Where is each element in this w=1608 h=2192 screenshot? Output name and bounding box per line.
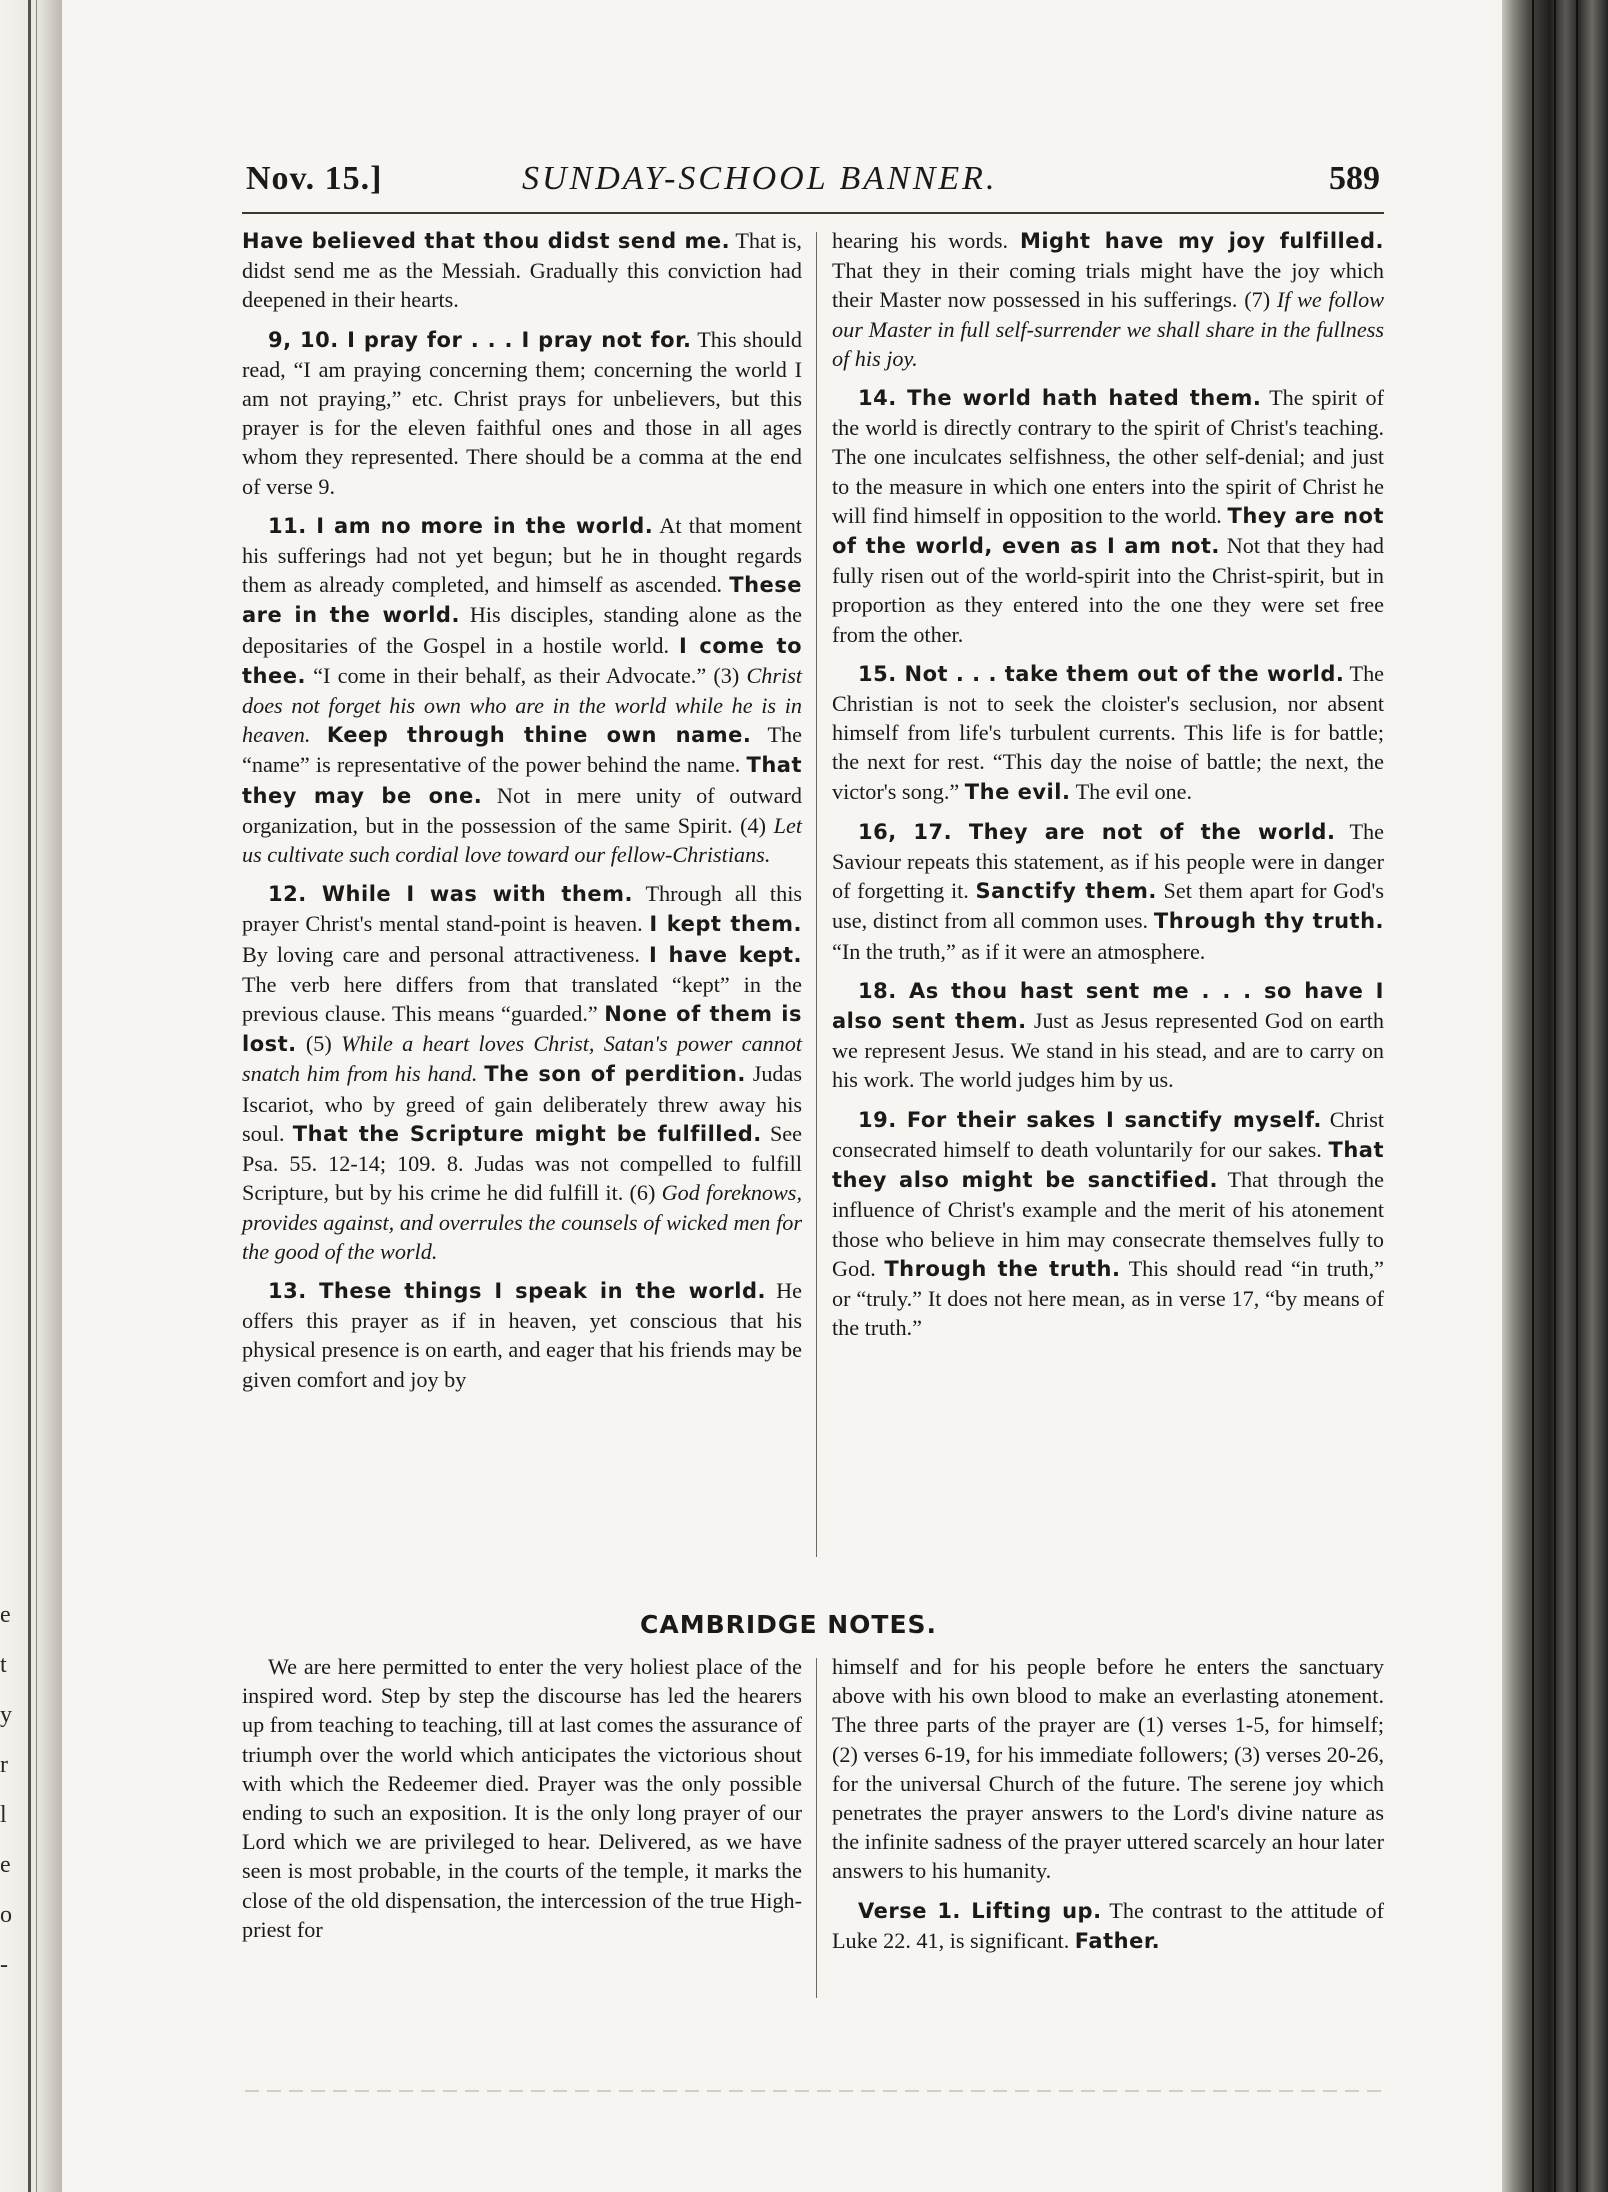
paragraph xyxy=(832,659,1384,807)
right-column xyxy=(832,226,1384,1342)
bold-phrase: I come to thee. xyxy=(242,633,802,688)
column-divider xyxy=(816,1658,817,1998)
body-text: See Psa. 55. 12-14; 109. 8. Judas was not compelled to fulfill Scripture, but by his crime he did fulfill it. (6) xyxy=(242,1120,803,1206)
body-text: That they in their coming trials might have the joy which their Master now possessed in his sufferings. (7) xyxy=(832,258,1384,313)
margin-mark: r xyxy=(0,1752,8,1778)
bold-phrase: That they may be one. xyxy=(242,753,803,808)
paragraph xyxy=(832,1105,1384,1343)
body-text: Christ consecrated himself to death voluntarily for our sakes. xyxy=(832,1106,1384,1162)
paragraph xyxy=(832,817,1384,966)
bold-phrase: None of them is lost. xyxy=(242,1002,803,1057)
bottom-edge-mark xyxy=(245,2090,1385,2092)
header-date: Nov. 15.] xyxy=(246,160,383,197)
bold-phrase: 16, 17. They are not of the world. xyxy=(858,819,1336,844)
binding-left-edge xyxy=(0,0,62,2192)
bold-phrase: Through thy truth. xyxy=(1153,909,1384,934)
body-text: Not that they had fully risen out of the world-spirit into the Christ-spirit, but in proportion as they entered into the one they were set free from the other. xyxy=(832,533,1384,647)
paragraph xyxy=(242,226,802,315)
body-text: At that moment his sufferings had not yet begun; but he in thought regards them as already completed, and himself as ascended. xyxy=(242,512,802,598)
section-heading: CAMBRIDGE NOTES. xyxy=(640,1610,938,1639)
body-text: The Christian is not to seek the cloister's seclusion, nor absent himself from life's turbulent currents. This life is for battle; the next for rest. “This day the noise of battle; the next, the victor's song.” xyxy=(832,660,1385,804)
bold-phrase: Sanctify them. xyxy=(975,879,1157,904)
bold-phrase: 12. While I was with them. xyxy=(268,882,633,907)
body-text: Through all this prayer Christ's mental stand-point is heaven. xyxy=(242,881,802,937)
margin-mark: - xyxy=(0,1952,8,1978)
bold-phrase: I have kept. xyxy=(648,942,802,967)
binding-line xyxy=(1532,0,1534,2192)
bold-phrase: I kept them. xyxy=(649,912,803,937)
bold-phrase: 18. As thou hast sent me . . . so have I also sent them. xyxy=(832,978,1384,1034)
header-rule xyxy=(242,212,1384,214)
bold-phrase: They are not of the world, even as I am not. xyxy=(832,503,1384,559)
header-title: SUNDAY-SCHOOL BANNER. xyxy=(522,160,998,197)
paragraph xyxy=(832,226,1384,373)
italic-lesson: God foreknows, provides against, and overrules the counsels of wicked men for the good of the world. xyxy=(242,1180,802,1264)
italic-lesson: While a heart loves Christ, Satan's power cannot snatch him from his hand. xyxy=(242,1031,802,1087)
cambridge-left-column xyxy=(242,1652,802,1944)
running-header xyxy=(242,156,1384,206)
body-text: His disciples, standing alone as the depositaries of the Gospel in a hostile world. xyxy=(242,602,803,658)
body-text: “In the truth,” as if it were an atmosphere. xyxy=(832,938,1206,964)
page-number: 589 xyxy=(1329,160,1380,197)
bold-phrase: That they also might be sanctified. xyxy=(832,1137,1385,1193)
binding-line xyxy=(1554,0,1556,2192)
margin-mark: y xyxy=(0,1702,12,1728)
bold-phrase: Father. xyxy=(1074,1928,1161,1953)
bold-phrase: The son of perdition. xyxy=(484,1062,746,1087)
margin-mark: t xyxy=(0,1652,7,1678)
paragraph xyxy=(242,325,802,501)
italic-lesson: Christ does not forget his own who are in the world while he is in heaven. xyxy=(242,662,802,748)
body-text: This should read “in truth,” or “truly.” It does not here mean, as in verse 17, “by means of the truth.” xyxy=(832,1255,1385,1341)
body-text: The contrast to the attitude of Luke 22. 41, is significant. xyxy=(832,1897,1384,1953)
italic-lesson: If we follow our Master in full self-surrender we shall share in the fullness of his joy. xyxy=(832,287,1384,371)
body-text: “I come in their behalf, as their Advocate.” (3) xyxy=(313,662,740,688)
body-text: The verb here differs from that translated “kept” in the previous clause. This means “guarded.” xyxy=(242,971,802,1027)
body-text: The Saviour repeats this statement, as if his people were in danger of forgetting it. xyxy=(832,818,1384,904)
bold-phrase: 15. Not . . . take them out of the world. xyxy=(858,661,1345,686)
bold-phrase: 14. The world hath hated them. xyxy=(858,386,1262,411)
margin-mark: l xyxy=(0,1802,7,1828)
binding-line xyxy=(28,0,31,2192)
body-text: That through the influence of Christ's example and the merit of his atonement those who believe in him may consecrate themselves fully to God. xyxy=(832,1167,1384,1281)
binding-right-edge xyxy=(1502,0,1608,2192)
body-text: The “name” is representative of the power behind the name. xyxy=(242,722,802,778)
paragraph xyxy=(242,879,802,1266)
body-text: The evil one. xyxy=(1075,778,1193,804)
paragraph: himself and for his people before he enters the sanctuary above with his own blood to make an everlasting atonement. The three parts of the prayer are (1) verses 1-5, for himself; (2) verses 6-19, for his immediate followers; (3) verses 20-26, for the universal Church of the future. The serene joy which penetrates the prayer answers to the Lord's divine nature as the infinite sadness of the prayer uttered scarcely an hour later answers to his humanity. xyxy=(832,1654,1384,1884)
margin-mark: o xyxy=(0,1902,12,1928)
margin-marks xyxy=(0,1590,18,1990)
margin-mark: e xyxy=(0,1602,11,1628)
body-text: He offers this prayer as if in heaven, yet conscious that his physical presence is on earth, and eager that his friends may be given comfort and joy by xyxy=(242,1277,803,1392)
paragraph xyxy=(832,383,1384,649)
paragraph xyxy=(242,511,802,869)
left-column xyxy=(242,226,802,1394)
body-text: hearing his words. xyxy=(832,228,1009,253)
body-text: Set them apart for God's use, distinct from all common uses. xyxy=(832,878,1385,934)
bold-phrase: 11. I am no more in the world. xyxy=(268,513,654,538)
bold-phrase: Verse 1. Lifting up. xyxy=(858,1898,1102,1923)
body-text: The spirit of the world is directly contrary to the spirit of Christ's teaching. The one inculcates selfishness, the other self-denial; and just to the measure in which one enters into the spirit of Christ he will find himself in opposition to the world. xyxy=(832,385,1384,528)
body-text: Judas Iscariot, who by greed of gain deliberately threw away his soul. xyxy=(242,1061,803,1146)
binding-line xyxy=(36,0,37,2192)
body-text: By loving care and personal attractiveness. xyxy=(242,941,640,967)
bold-phrase: These are in the world. xyxy=(242,573,803,628)
italic-lesson: Let us cultivate such cordial love toward our fellow-Christians. xyxy=(242,812,803,868)
bold-phrase: Keep through thine own name. xyxy=(326,723,752,748)
cambridge-right-column xyxy=(832,1652,1384,1956)
body-text: Just as Jesus represented God on earth we represent Jesus. We stand in his stead, and are to carry on his work. The world judges him by us. xyxy=(832,1008,1384,1093)
bold-phrase: Through the truth. xyxy=(884,1256,1121,1281)
paragraph: We are here permitted to enter the very holiest place of the inspired word. Step by step the discourse has led the hearers up from teaching to teaching, till at last comes the assurance of triumph over the world which anticipates the victorious shout with which the Redeemer died. Prayer was the only possible ending to such an exposition. It is the only long prayer of our Lord which we are privileged to hear. Delivered, as we have seen is most probable, in the courts of the temple, it marks the close of the old dispensation, the intercession of the true High-priest for xyxy=(242,1654,802,1942)
body-text: Not in mere unity of outward organization, but in the possession of the same Spirit. (4) xyxy=(242,782,803,838)
bold-phrase: The evil. xyxy=(964,779,1071,804)
body-text: That is, didst send me as the Messiah. Gradually this conviction had deepened in their hearts. xyxy=(242,228,802,313)
margin-mark: e xyxy=(0,1852,11,1878)
paragraph xyxy=(242,1276,802,1394)
body-text: (5) xyxy=(305,1031,332,1057)
bold-phrase: 19. For their sakes I sanctify myself. xyxy=(858,1107,1322,1132)
bold-phrase: That the Scripture might be fulfilled. xyxy=(292,1121,762,1146)
paragraph xyxy=(832,976,1384,1095)
binding-line xyxy=(1576,0,1578,2192)
bold-phrase: 9, 10. I pray for . . . I pray not for. xyxy=(268,327,692,352)
paragraph xyxy=(832,1896,1384,1956)
bold-phrase: 13. These things I speak in the world. xyxy=(268,1278,766,1303)
bold-phrase: Might have my joy fulfilled. xyxy=(1019,229,1384,253)
body-text: This should read, “I am praying concerning them; concerning the world I am not praying,” etc. Christ prays for unbelievers, but this prayer is for the eleven faithful ones and those in all ages whom they represented. There should be a comma at the end of verse 9. xyxy=(242,326,802,499)
column-divider xyxy=(816,232,817,1557)
bold-phrase: Have believed that thou didst send me. xyxy=(242,229,731,253)
